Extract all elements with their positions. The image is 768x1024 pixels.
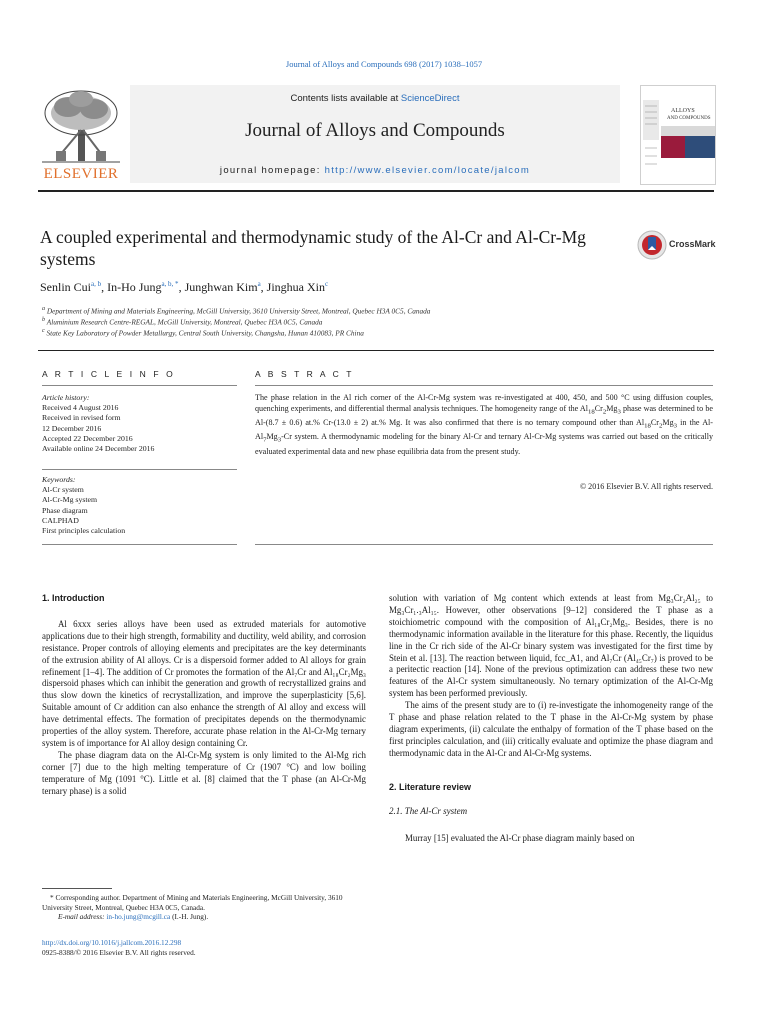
- journal-cover-image: [641, 86, 715, 184]
- crossmark-icon: [637, 230, 667, 260]
- affiliation-mark: b: [42, 317, 46, 323]
- article-info-bottom-rule: [42, 544, 237, 545]
- section-heading-literature-review: 2. Literature review: [389, 781, 472, 792]
- keywords-label: Keywords:: [42, 475, 76, 484]
- elsevier-wordmark: ELSEVIER: [43, 166, 119, 182]
- header-divider: [38, 190, 714, 192]
- cover-title-text: ALLOYS: [671, 108, 695, 114]
- email-suffix: (I.-H. Jung).: [170, 912, 209, 922]
- homepage-line: [130, 165, 620, 176]
- paragraph: The phase diagram data on the Al-Cr-Mg system is only limited to the Al-Mg rich corner [7] due to the high melting temperature of Cr (1907 °C) and low boiling temperature of Mg (1091 °C). Little et al. [8] claimed that the T phase (an Al-Cr-Mg ternary phase) is a solid: [42, 749, 366, 796]
- journal-citation[interactable]: Journal of Alloys and Compounds 698 (2017) 1038–1057: [285, 59, 483, 69]
- article-history: [42, 393, 237, 454]
- keyword-item[interactable]: Al-Cr system: [42, 485, 84, 495]
- article-info-rule: [42, 385, 237, 386]
- history-item: Received 4 August 2016: [42, 403, 119, 413]
- corresponding-author-footnote: [42, 893, 372, 922]
- paragraph: solution with variation of Mg content which extends at least from Mg₃Cr₂Al₂₅ to Mg₃Cr₁.₃Al₁₅. However, other observations [9–12] considered the T phase as a stoichiometric compound with the composition of Al₁₈Cr₂Mg₃. Besides, there is no thermodynamic information available in the literature for this phase. Recently, the liquidus line in the Cr rich side of the Al-Cr binary system was investigated for the first time by Stein et al. [13]. The reaction between liquid, fcc_A1, and Al₇Cr (Al₄₅Cr₇) is proved to be a peritectic reaction [14]. None of the previous optimization can address these two new features of the Al-Cr system simultaneously. No ternary optimization of the Al-Cr-Mg system has been performed previously.: [389, 593, 713, 699]
- homepage-prefix: journal homepage:: [219, 165, 325, 176]
- svg-text:AND COMPOUNDS: AND COMPOUNDS: [667, 116, 711, 121]
- abstract-rule: [255, 385, 713, 386]
- abstract-heading: A B S T R A C T: [255, 369, 355, 379]
- doi-link[interactable]: http://dx.doi.org/10.1016/j.jallcom.2016.12.298: [42, 938, 182, 947]
- keyword-item[interactable]: CALPHAD: [42, 515, 79, 525]
- keyword-item[interactable]: First principles calculation: [42, 526, 126, 536]
- affiliation-c: [42, 328, 682, 337]
- footnote-rule: [42, 888, 112, 889]
- author-affiliation-mark[interactable]: a, b: [91, 280, 102, 288]
- contents-line: [130, 93, 620, 104]
- affiliation-mark: c: [42, 328, 45, 334]
- author-separator: ,: [260, 280, 267, 294]
- journal-cover-thumbnail[interactable]: [640, 85, 716, 185]
- paragraph: Murray [15] evaluated the Al-Cr phase diagram mainly based on: [405, 832, 635, 843]
- author-separator: ,: [178, 280, 185, 294]
- author-name[interactable]: Senlin Cui: [40, 280, 92, 294]
- paragraph: Al 6xxx series alloys have been used as extruded materials for automotive applications due to their high strength, formability and ductility, weld ability, and corrosion resistance. Proper controls of alloying elements and precipitates are the key determinants of the extrusion ability of Al alloys. Cr is a dispersoid former added to Al alloys for grain refinement [1–4]. The addition of Cr promotes the formation of the Al₇Cr and Al₁₈Cr₂Mg₃ dispersoid phases which can inhibit the generation and growth of recrystallized grains and thus slow down the kinetics of recrystallization, and improve the superplasticity [5,6]. Suitable amount of Cr addition can also enhance the strength of Al alloy and excess will have detrimental effects. The formation of precipitates depends on the thermodynamic properties of the alloy system. Therefore, accurate phase relation in the Al-Cr-Mg ternary system is of importance for Al alloy design containing Cr.: [42, 618, 366, 748]
- abstract-copyright: © 2016 Elsevier B.V. All rights reserved.: [579, 482, 713, 491]
- history-item: Accepted 22 December 2016: [42, 433, 133, 443]
- subsection-heading-al-cr: 2.1. The Al-Cr system: [389, 805, 468, 816]
- history-label: Article history:: [42, 393, 90, 402]
- author-affiliation-mark[interactable]: a, b, *: [161, 280, 179, 288]
- title-divider: [38, 350, 714, 351]
- affiliation-text: State Key Laboratory of Powder Metallurgy, Central South University, Changsha, Hunan 410083, PR China: [46, 328, 364, 338]
- left-column: [42, 593, 366, 798]
- section-heading-introduction: 1. Introduction: [42, 593, 105, 603]
- history-item: Available online 24 December 2016: [42, 444, 155, 454]
- author-name[interactable]: In-Ho Jung: [107, 280, 162, 294]
- doi-block: [42, 938, 372, 958]
- right-column: [389, 593, 713, 844]
- crossmark-label: CrossMark: [669, 239, 716, 249]
- history-item: Received in revised form: [42, 413, 121, 423]
- affiliation-a: [42, 306, 682, 315]
- author-name[interactable]: Junghwan Kim: [184, 280, 258, 294]
- contents-prefix: Contents lists available at: [290, 93, 401, 104]
- affiliation-b: [42, 317, 682, 326]
- affiliation-text: Department of Mining and Materials Engineering, McGill University, 3610 University Street, Montreal, Quebec H3A 0C5, Canada: [46, 306, 431, 316]
- journal-name: Journal of Alloys and Compounds: [245, 120, 505, 141]
- crossmark-badge[interactable]: [637, 230, 715, 260]
- keywords-rule: [42, 469, 237, 470]
- abstract-bottom-rule: [255, 544, 713, 545]
- email-link[interactable]: in-ho.jung@mcgill.ca: [106, 912, 171, 922]
- affiliation-text: Aluminium Research Centre-REGAL, McGill University, Montreal, Quebec H3A 0C5, Canada: [46, 317, 323, 327]
- keyword-item[interactable]: Al-Cr-Mg system: [42, 495, 98, 505]
- article-title: A coupled experimental and thermodynamic study of the Al-Cr and Al-Cr-Mg systems: [40, 227, 586, 269]
- author-separator: ,: [101, 280, 108, 294]
- article-info-heading: A R T I C L E I N F O: [42, 369, 176, 379]
- keyword-item[interactable]: Phase diagram: [42, 505, 88, 515]
- homepage-link[interactable]: http://www.elsevier.com/locate/jalcom: [324, 165, 531, 176]
- abstract-body: The phase relation in the Al rich corner of the Al-Cr-Mg system was re-investigated at 400, 450, and 500 °C using diffusion couples, quenching experiments, and differential thermal analysis techniques. The homogeneity range of the $Al_{18}Cr_2Mg_3$ phase was determined to be Al-(8.7 ± 0.6) at.% Cr-(13.0 ± 2) at.% Mg. It was also confirmed that there is no ternary compound other than $Al_{18}Cr_2Mg_3$ in the $Al-Al_7Mg_3-Cr$ system. A thermodynamic modeling for the binary Al-Cr and ternary Al-Cr-Mg systems was carried out based on the critically evaluated experimental data and new phase equilibria data from the present study.: [255, 393, 713, 456]
- author-affiliation-mark[interactable]: a: [257, 280, 261, 288]
- footnote-email-line: [42, 912, 372, 922]
- footnote-text: * Corresponding author. Department of Mining and Materials Engineering, McGill University, 3610 University Street, Montreal, Quebec H3A 0C5, Canada.: [42, 893, 343, 912]
- elsevier-tree-icon: [38, 85, 124, 165]
- sciencedirect-link[interactable]: ScienceDirect: [400, 93, 460, 104]
- author-list: [40, 280, 680, 295]
- paragraph: The aims of the present study are to (i) re-investigate the inhomogeneity range of the T phase and phase relation related to the T phase in the Al-Cr-Mg system by phase diagram experiments, (ii) calculate the enthalpy of formation of the T phase based on the first principles calculation, and (iii) critically evaluate and optimize the phase diagram and thermodynamic data in the Al-Cr and Al-Cr-Mg systems.: [389, 700, 713, 758]
- affiliation-mark: a: [42, 306, 46, 312]
- author-affiliation-mark[interactable]: c: [325, 280, 329, 288]
- keywords-block: [42, 475, 237, 536]
- author-name[interactable]: Jinghua Xin: [266, 280, 326, 294]
- issn-line: 0925-8388/© 2016 Elsevier B.V. All rights reserved.: [42, 948, 196, 957]
- history-item: 12 December 2016: [42, 423, 102, 433]
- email-label: E-mail address:: [58, 912, 107, 922]
